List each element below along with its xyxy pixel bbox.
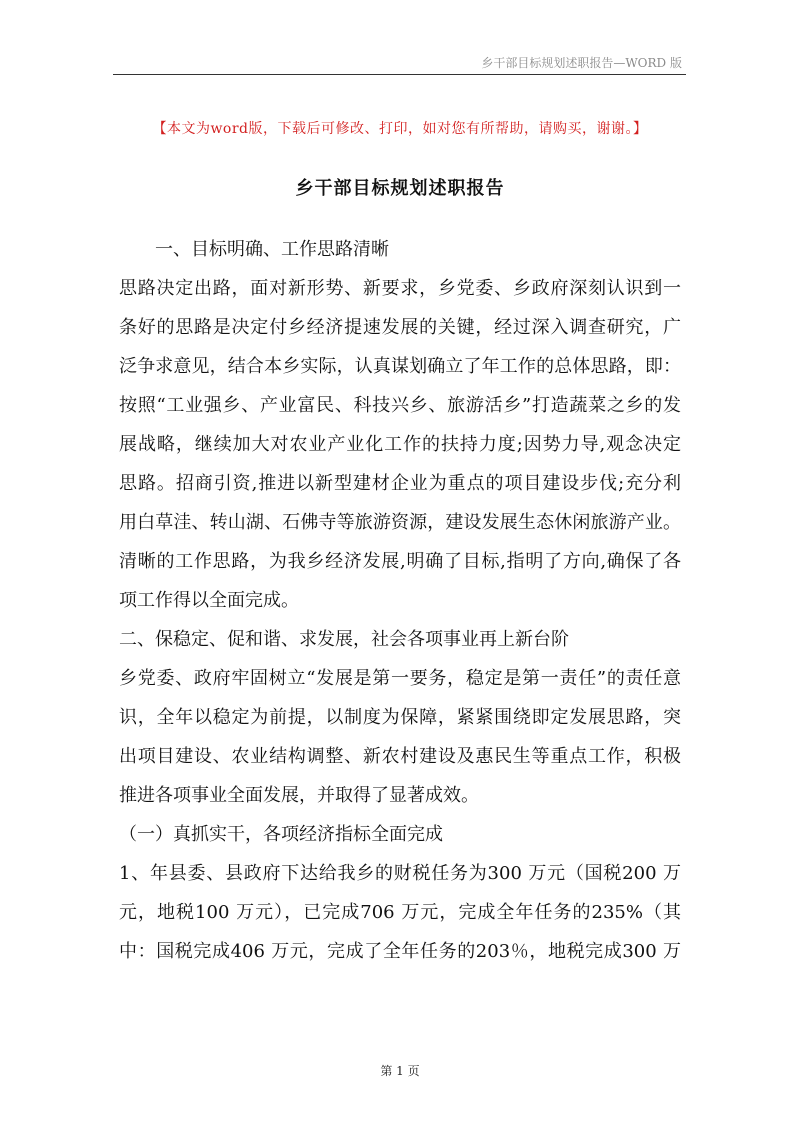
paragraph-line: 出项目建设、农业结构调整、新农村建设及惠民生等重点工作，积极 xyxy=(119,746,681,767)
paragraph-line: 元，地税100 万元），已完成706 万元，完成全年任务的235%（其 xyxy=(119,902,681,923)
document-body xyxy=(119,230,681,971)
paragraph-line: 用白草洼、转山湖、石佛寺等旅游资源，建设发展生态休闲旅游产业。 xyxy=(119,512,681,533)
paragraph-line: 思路。招商引资,推进以新型建材企业为重点的项目建设步伐;充分利 xyxy=(119,473,681,494)
section-heading: 一、目标明确、工作思路清晰 xyxy=(155,239,389,260)
paragraph-line: 思路决定出路，面对新形势、新要求，乡党委、乡政府深刻认识到一 xyxy=(119,278,681,299)
paragraph-line: 项工作得以全面完成。 xyxy=(119,590,299,611)
paragraph-line: 中：国税完成406 万元，完成了全年任务的203％，地税完成300 万 xyxy=(119,941,681,962)
paragraph-line: 清晰的工作思路，为我乡经济发展,明确了目标,指明了方向,确保了各 xyxy=(119,551,681,572)
paragraph-line: 条好的思路是决定付乡经济提速发展的关键，经过深入调查研究，广 xyxy=(119,317,681,338)
header-divider xyxy=(113,74,686,75)
document-title: 乡干部目标规划述职报告 xyxy=(295,178,505,199)
paragraph-line: 识，全年以稳定为前提，以制度为保障，紧紧围绕即定发展思路，突 xyxy=(119,707,681,728)
page-number: 第 1 页 xyxy=(380,1064,420,1078)
paragraph-line: 推进各项事业全面发展，并取得了显著成效。 xyxy=(119,785,479,806)
paragraph-line: 乡党委、政府牢固树立“发展是第一要务，稳定是第一责任”的责任意 xyxy=(119,668,681,689)
subsection-heading: （一）真抓实干，各项经济指标全面完成 xyxy=(119,824,443,845)
paragraph-line: 展战略，继续加大对农业产业化工作的扶持力度;因势力导,观念决定 xyxy=(119,434,681,455)
running-header: 乡干部目标规划述职报告—WORD 版 xyxy=(481,56,682,70)
paragraph-line: 泛争求意见，结合本乡实际，认真谋划确立了年工作的总体思路，即： xyxy=(119,356,681,377)
purchase-notice: 【本文为word版，下载后可修改、打印，如对您有所帮助，请购买，谢谢。】 xyxy=(152,121,648,137)
paragraph-line: 1、年县委、县政府下达给我乡的财税任务为300 万元（国税200 万 xyxy=(119,863,681,884)
paragraph-line: 按照“工业强乡、产业富民、科技兴乡、旅游活乡”打造蔬菜之乡的发 xyxy=(119,395,681,416)
section-heading: 二、保稳定、促和谐、求发展，社会各项事业再上新台阶 xyxy=(119,629,569,650)
